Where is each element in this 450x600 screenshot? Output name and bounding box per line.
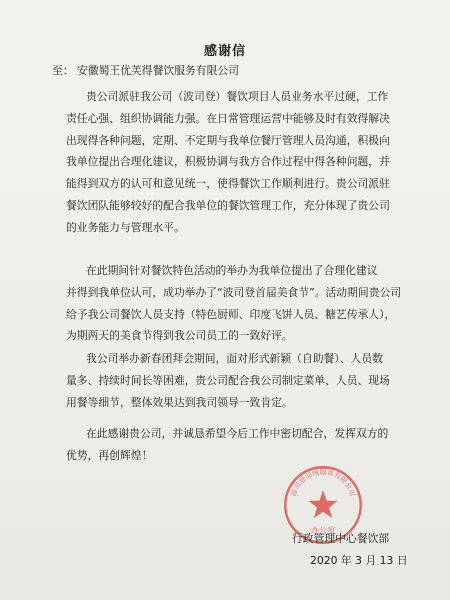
paragraph-line: 我公司举办新春团拜会期间，面对形式新颖（自助餐）、人员数: [86, 352, 383, 365]
paragraph-line: 在此感谢贵公司，并诚恳希望今后工作中密切配合，发挥双方的: [86, 427, 389, 440]
paragraph-4: [66, 423, 418, 467]
paragraph-line: 的业务能力与管理水平。: [66, 220, 185, 234]
paragraph-1: [66, 86, 418, 239]
signature-date: 2020 年 3 月 13 日: [310, 554, 408, 567]
paragraph-line: 能得到双方的认可和意见统一，使得餐饮工作顺利进行。贵公司派驻: [66, 177, 390, 191]
paragraph-2: [66, 260, 418, 347]
svg-text:波司登羽绒服装有限公司: 波司登羽绒服装有限公司: [289, 468, 357, 498]
seal-star-icon: [308, 490, 338, 518]
paragraph-line: 优势，再创辉煌！: [66, 448, 153, 462]
paragraph-line: 量多、持续时间长等困难，贵公司配合我公司制定菜单、人员、现场: [66, 373, 390, 387]
paragraph-line: 责任心强、组织协调能力强。在日常管理运营中能够及时有效得解决: [66, 111, 390, 125]
paragraph-line: 餐饮团队能够较好的配合我单位的餐饮管理工作，充分体现了贵公司: [66, 198, 390, 212]
letter-title: 感谢信: [203, 44, 246, 59]
paragraph-3: [66, 348, 418, 413]
paragraph-line: 给予我公司餐饮人员支持（特色厨师、印度飞饼人员、糖艺传承人），: [66, 307, 396, 321]
paragraph-line: 贵公司派驻我公司（波司登）餐饮项目人员业务水平过硬，工作: [86, 90, 389, 103]
paragraph-line: 出现得各种问题，定期、不定期与我单位餐厅管理人员沟通，积极向: [66, 133, 390, 147]
paragraph-line: 并得到我单位认可，成功举办了“波司登首届美食节”。活动期间贵公司: [66, 285, 402, 299]
svg-text:办公室: 办公室: [310, 524, 336, 535]
paragraph-line: 用餐等细节，整体效果达到我司领导一致肯定。: [66, 395, 293, 409]
paragraph-line: 我单位提出合理化建议，积极协调与我方合作过程中得各种问题，并: [66, 155, 390, 169]
paragraph-line: 为期两天的美食节得到我公司员工的一致好评。: [66, 329, 293, 343]
paragraph-line: 在此期间针对餐饮特色活动的举办为我单位提出了合理化建议: [86, 264, 378, 277]
signature-department: 行政管理中心餐饮部: [292, 532, 390, 545]
recipient-line: 至： 安徽蜀王优芙得餐饮服务有限公司: [52, 64, 239, 77]
